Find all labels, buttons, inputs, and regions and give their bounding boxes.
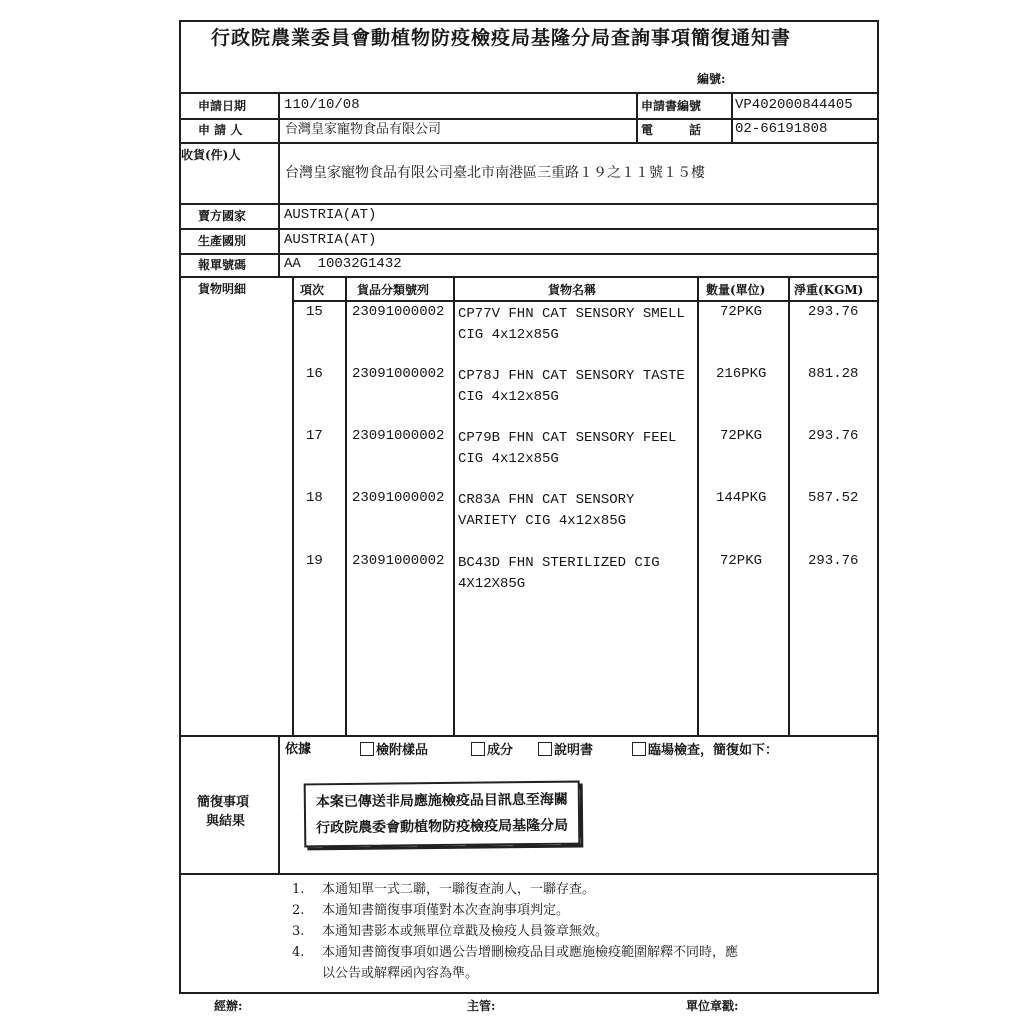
col-header-code: 貨品分類號列 [357, 283, 430, 297]
stamp-line-2: 行政院農委會動植物防疫檢疫局基隆分局 [316, 817, 569, 837]
row-code: 23091000002 [352, 553, 445, 569]
rule [179, 118, 879, 120]
basis-option-ingredients[interactable] [471, 742, 513, 759]
rule [179, 735, 879, 737]
declaration-no-label: 報單號碼 [198, 258, 247, 272]
row-name: CP77V FHN CAT SENSORY SMELL CIG 4x12x85G [458, 306, 685, 343]
note-text: 本通知單一式二聯，一聯復查詢人，一聯存查。 [322, 882, 596, 897]
seller-country-label: 賣方國家 [198, 209, 247, 223]
row-weight: 293.76 [808, 553, 859, 569]
row-item: 19 [306, 553, 323, 569]
row-qty: 72PKG [720, 428, 763, 444]
row-item: 17 [306, 428, 323, 444]
result-stamp [304, 781, 581, 848]
row-code: 23091000002 [352, 428, 445, 444]
basis-label: 依據 [285, 742, 312, 757]
row-name: CR83A FHN CAT SENSORY VARIETY CIG 4x12x85G [458, 492, 635, 529]
field-divider [636, 92, 638, 142]
rule [179, 228, 879, 230]
phone-label: 電 話 [641, 123, 702, 137]
row-name: BC43D FHN STERILIZED CIG 4X12X85G [458, 555, 660, 592]
note-text: 本通知書簡復事項如遇公告增刪檢疫品目或應施檢疫範圍解釋不同時，應 以公告或解釋函內容為準。 [322, 945, 739, 981]
applicant-label: 申 請 人 [198, 123, 243, 137]
label-column-divider [278, 92, 280, 276]
form-no-value: VP402000844405 [735, 97, 853, 113]
row-item: 18 [306, 490, 323, 506]
note-num: 3. [292, 924, 305, 939]
consignee-label: 收貨(件)人 [181, 148, 241, 162]
row-weight: 293.76 [808, 428, 859, 444]
serial-label: 編號: [697, 72, 726, 86]
origin-country-value: AUSTRIA(AT) [284, 232, 377, 248]
phone-value: 02-66191808 [735, 121, 828, 137]
list-item [292, 900, 738, 921]
footer-unit-stamp: 單位章戳: [686, 999, 739, 1013]
basis-option-onsite[interactable] [632, 742, 778, 759]
goods-detail-label: 貨物明細 [198, 282, 247, 296]
row-weight: 293.76 [808, 304, 859, 320]
row-name: CP78J FHN CAT SENSORY TASTE CIG 4x12x85G [458, 368, 685, 405]
rule [179, 203, 879, 205]
col-header-item: 項次 [300, 283, 325, 297]
rule [179, 253, 879, 255]
form-border-bottom [179, 992, 879, 994]
basis-option-sample[interactable] [360, 742, 428, 759]
row-qty: 144PKG [716, 490, 767, 506]
row-code: 23091000002 [352, 490, 445, 506]
notes-list [292, 879, 738, 984]
page-title: 行政院農業委員會動植物防疫檢疫局基隆分局查詢事項簡復通知書 [211, 27, 792, 49]
applicant-value: 台灣皇家寵物食品有限公司 [285, 122, 442, 137]
col-header-name: 貨物名稱 [548, 283, 597, 297]
note-text: 本通知書影本或無單位章戳及檢疫人員簽章無效。 [322, 924, 609, 939]
checkbox[interactable] [360, 742, 374, 756]
row-qty: 72PKG [720, 304, 763, 320]
basis-option-label: 檢附樣品 [376, 743, 429, 758]
note-num: 1. [292, 882, 305, 897]
form-border-top [179, 20, 879, 22]
checkbox[interactable] [471, 742, 485, 756]
row-name: CP79B FHN CAT SENSORY FEEL CIG 4x12x85G [458, 430, 677, 467]
table-col-divider [788, 276, 790, 735]
note-num: 2. [292, 903, 305, 918]
note-text: 本通知書簡復事項僅對本次查詢事項判定。 [322, 903, 570, 918]
result-label-line2: 與結果 [206, 814, 246, 829]
rule [179, 92, 879, 94]
note-num: 4. [292, 945, 305, 960]
table-col-divider [345, 276, 347, 735]
declaration-no-value: AA 10032G1432 [284, 256, 402, 272]
row-code: 23091000002 [352, 366, 445, 382]
basis-option-label: 說明書 [554, 743, 594, 758]
checkbox[interactable] [538, 742, 552, 756]
rule [179, 276, 879, 278]
rule [179, 142, 879, 144]
list-item [292, 942, 738, 984]
basis-option-label: 臨場檢查 [648, 743, 701, 758]
apply-date-value: 110/10/08 [284, 97, 360, 113]
form-border-right [877, 20, 879, 994]
row-qty: 216PKG [716, 366, 767, 382]
list-item [292, 879, 738, 900]
rule [179, 873, 879, 875]
apply-date-label: 申請日期 [198, 99, 247, 113]
row-weight: 881.28 [808, 366, 859, 382]
basis-option-label: 成分 [487, 743, 514, 758]
row-item: 16 [306, 366, 323, 382]
footer-handler: 經辦: [214, 999, 243, 1013]
table-col-divider [292, 276, 294, 735]
seller-country-value: AUSTRIA(AT) [284, 207, 377, 223]
basis-option-manual[interactable] [538, 742, 593, 759]
list-item [292, 921, 738, 942]
rule [292, 300, 879, 302]
label-column-divider-lower [278, 735, 280, 873]
result-label-line1: 簡復事項 [197, 795, 250, 810]
col-header-qty: 數量(單位) [706, 283, 766, 297]
row-weight: 587.52 [808, 490, 859, 506]
form-border-left [179, 20, 181, 994]
form-no-label: 申請書編號 [641, 99, 702, 113]
row-item: 15 [306, 304, 323, 320]
col-header-weight: 淨重(KGM) [794, 283, 864, 297]
basis-suffix: ，簡復如下： [700, 743, 779, 758]
checkbox[interactable] [632, 742, 646, 756]
footer-supervisor: 主管: [467, 999, 496, 1013]
row-qty: 72PKG [720, 553, 763, 569]
row-code: 23091000002 [352, 304, 445, 320]
consignee-value: 台灣皇家寵物食品有限公司臺北市南港區三重路１９之１１號１５樓 [285, 165, 705, 181]
origin-country-label: 生產國別 [198, 234, 247, 248]
table-col-divider [697, 276, 699, 735]
field-divider [731, 92, 733, 142]
table-col-divider [453, 276, 455, 735]
stamp-line-1: 本案已傳送非局應施檢疫品目訊息至海關 [315, 791, 568, 811]
